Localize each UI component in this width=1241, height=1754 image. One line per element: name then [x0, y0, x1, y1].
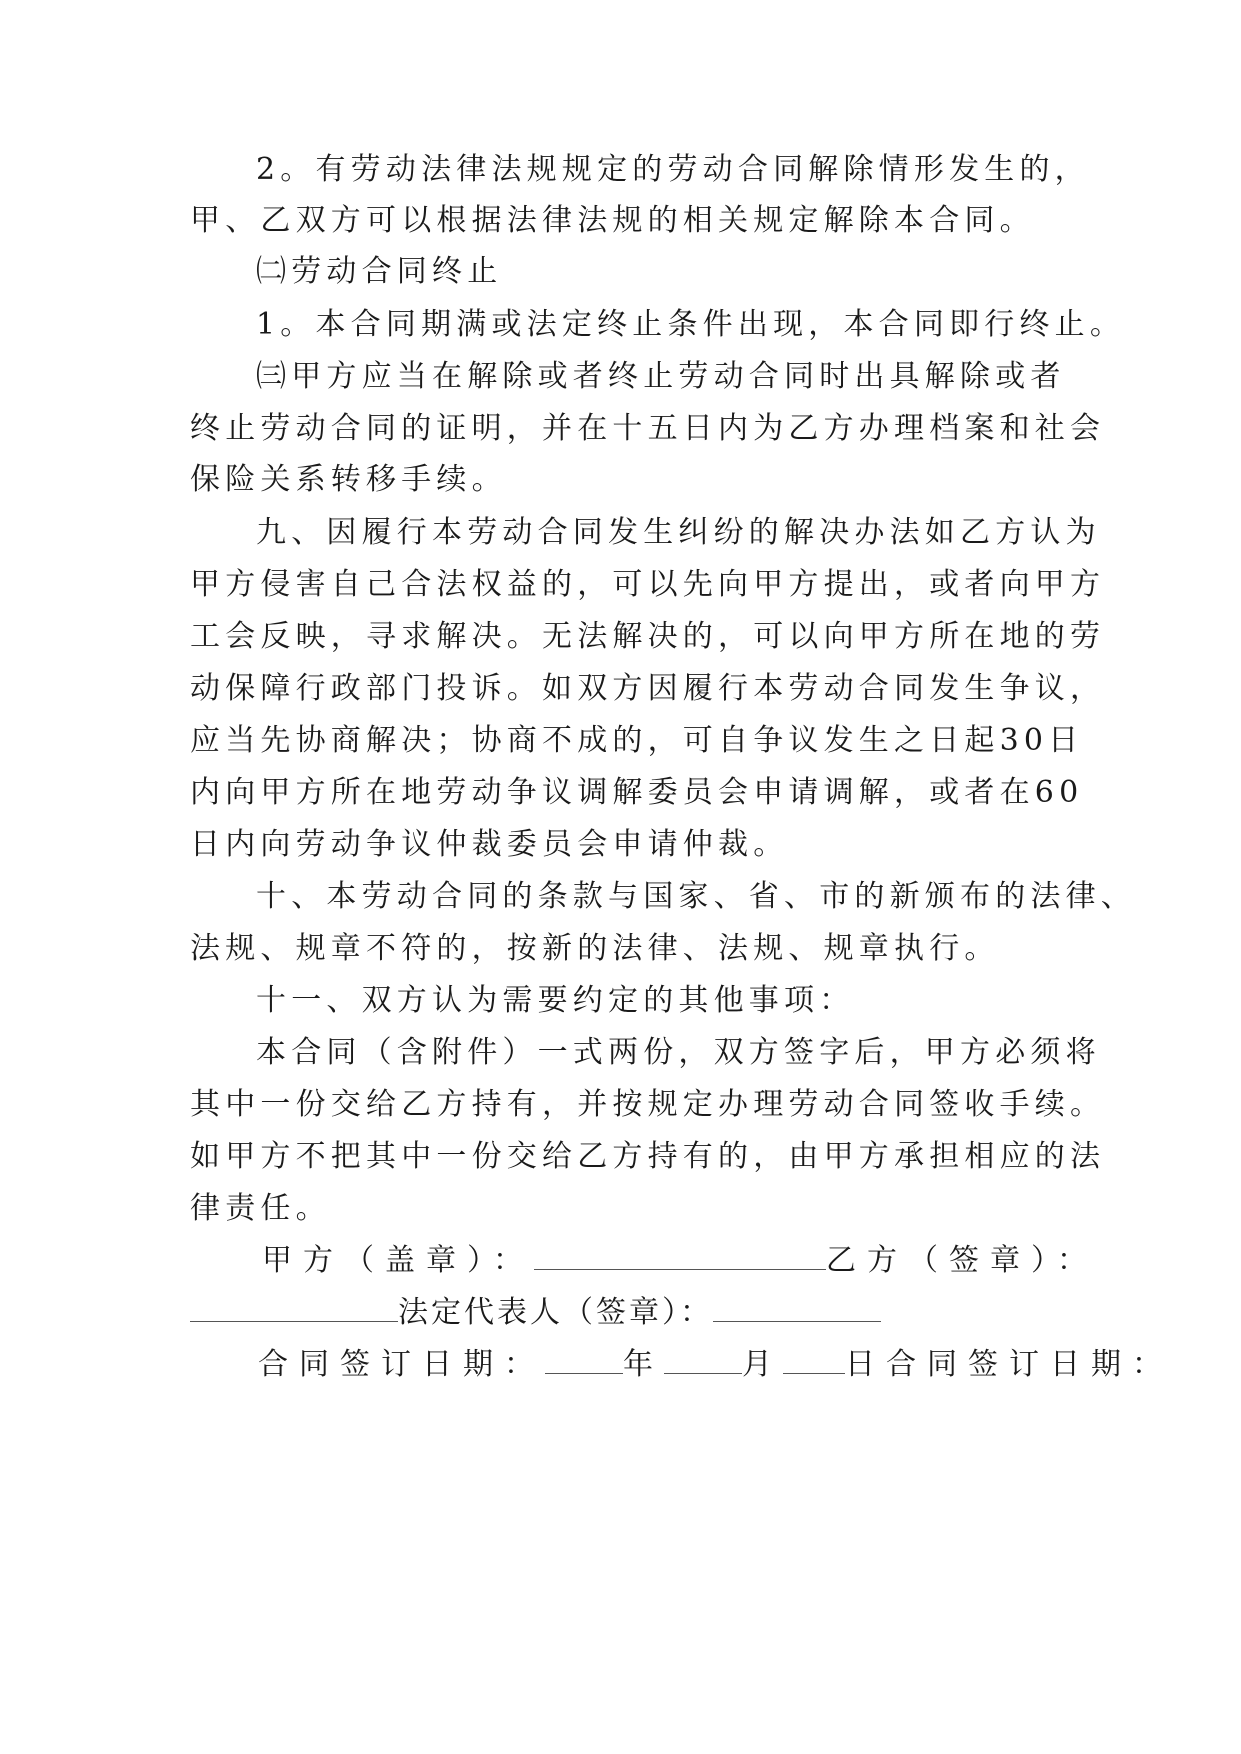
paragraph-line: 甲、乙双方可以根据法律法规的相关规定解除本合同。	[190, 203, 1035, 238]
signature-row-3	[258, 1345, 1173, 1385]
day-and-date-label: 日合同签订日期：	[845, 1347, 1173, 1382]
paragraph-line: 日内向劳动争议仲裁委员会申请仲裁。	[190, 827, 789, 862]
month-blank[interactable]	[664, 1345, 742, 1374]
signature-row-1	[262, 1241, 1098, 1281]
party-b-signature-blank[interactable]	[190, 1293, 398, 1322]
year-label: 年	[623, 1347, 664, 1382]
paragraph-line: 工会反映，寻求解决。无法解决的，可以向甲方所在地的劳	[190, 619, 1106, 654]
paragraph-line: 应当先协商解决；协商不成的，可自争议发生之日起30日	[190, 723, 1084, 758]
paragraph-line: 保险关系转移手续。	[190, 462, 507, 497]
signature-row-2	[190, 1293, 1070, 1333]
paragraph-line: 2。有劳动法律法规规定的劳动合同解除情形发生的，	[256, 152, 1090, 187]
paragraph-line: 甲方侵害自己合法权益的，可以先向甲方提出，或者向甲方	[190, 567, 1106, 602]
paragraph-line: 律责任。	[190, 1191, 331, 1226]
legal-rep-signature-blank[interactable]	[713, 1293, 881, 1322]
paragraph-line: 如甲方不把其中一份交给乙方持有的，由甲方承担相应的法	[190, 1139, 1106, 1174]
party-b-label: 乙方（签章）：	[826, 1243, 1098, 1278]
section-heading: ㈡劳动合同终止	[256, 254, 503, 289]
party-a-label: 甲方（盖章）：	[262, 1243, 534, 1278]
paragraph-line: 本合同（含附件）一式两份，双方签字后，甲方必须将	[256, 1035, 1101, 1070]
date-label: 合同签订日期：	[258, 1347, 545, 1382]
paragraph-line: 法规、规章不符的，按新的法律、法规、规章执行。	[190, 931, 1000, 966]
paragraph-line: 十一、双方认为需要约定的其他事项：	[256, 983, 855, 1018]
month-label: 月	[742, 1347, 783, 1382]
paragraph-line: 十、本劳动合同的条款与国家、省、市的新颁布的法律、	[256, 879, 1136, 914]
paragraph-line: 九、因履行本劳动合同发生纠纷的解决办法如乙方认为	[256, 515, 1101, 550]
paragraph-line: 动保障行政部门投诉。如双方因履行本劳动合同发生争议，	[190, 671, 1106, 706]
legal-rep-label: 法定代表人（签章）：	[398, 1295, 713, 1330]
paragraph-line: 1。本合同期满或法定终止条件出现，本合同即行终止。	[256, 307, 1126, 342]
year-blank[interactable]	[545, 1345, 623, 1374]
paragraph-line: ㈢甲方应当在解除或者终止劳动合同时出具解除或者	[256, 359, 1066, 394]
paragraph-line: 内向甲方所在地劳动争议调解委员会申请调解，或者在60	[190, 775, 1084, 810]
party-a-signature-blank[interactable]	[534, 1241, 826, 1270]
paragraph-line: 其中一份交给乙方持有，并按规定办理劳动合同签收手续。	[190, 1087, 1106, 1122]
day-blank[interactable]	[783, 1345, 845, 1374]
paragraph-line: 终止劳动合同的证明，并在十五日内为乙方办理档案和社会	[190, 411, 1106, 446]
